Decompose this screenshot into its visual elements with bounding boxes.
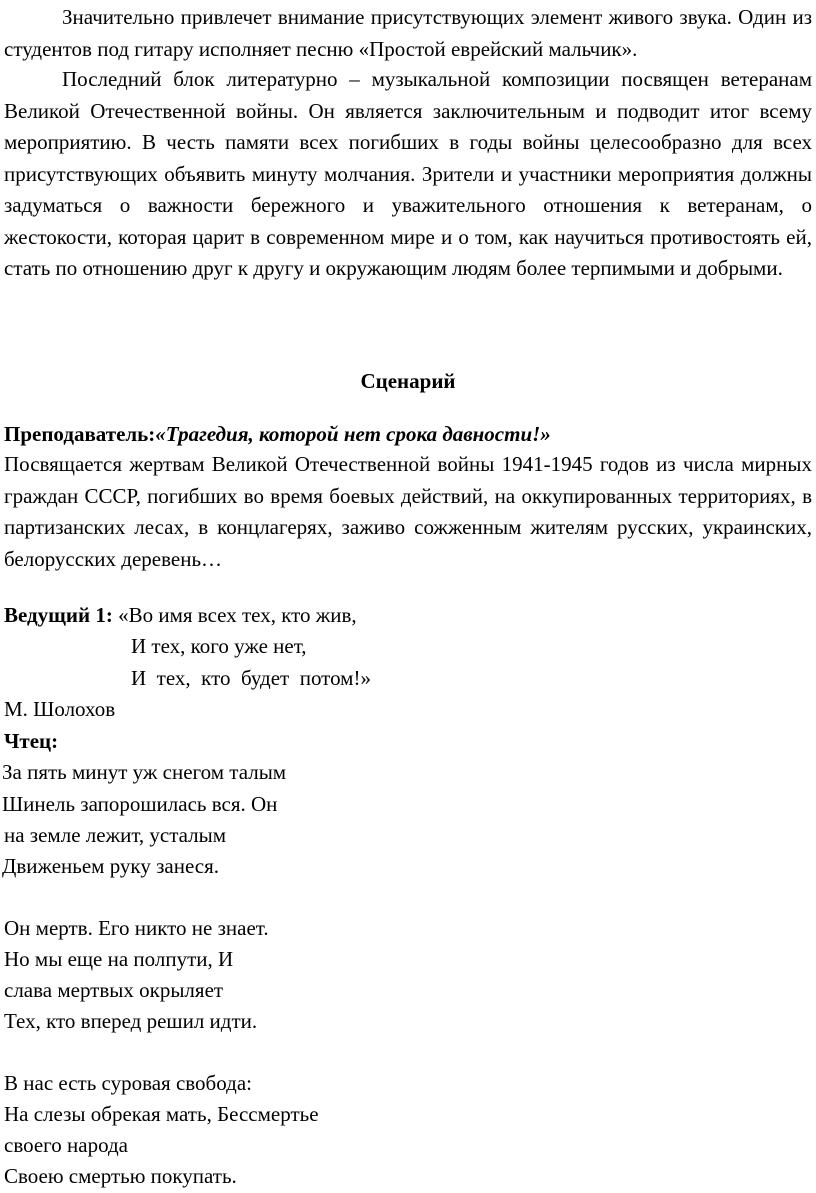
poem-line: На слезы обрекая мать, Бессмертье <box>4 1102 319 1126</box>
intro-paragraph-1: Значительно привлечет внимание присутствующих элемент живого звука. Один из студентов под гитару исполняет песню «Простой еврейский мальчик». <box>4 5 812 61</box>
poem-line: Но мы еще на полпути, И <box>4 947 234 971</box>
poem-line: За пять минут уж снегом талым <box>2 760 287 784</box>
dedication-paragraph: Посвящается жертвам Великой Отечественной войны 1941-1945 годов из числа мирных граждан СССР, погибших во время боевых действий, на оккупированных территориях, в партизанских лесах, в концлагерях, заживо сожженным жителям русских, украинских, белорусских деревень… <box>4 452 812 571</box>
reader-label: Чтец: <box>4 729 59 753</box>
teacher-quote: «Трагедия, которой нет срока давности!» <box>155 422 551 446</box>
poem-line: Шинель запорошилась вся. Он <box>2 792 278 816</box>
host1-line-1 <box>4 600 357 632</box>
host1-verse-3: И тех, кто будет потом!» <box>131 666 371 690</box>
poem-line: на земле лежит, усталым <box>4 823 227 847</box>
teacher-label: Преподаватель: <box>4 422 156 446</box>
poem-line: Он мертв. Его никто не знает. <box>4 916 269 940</box>
poem-line: Своею смертью покупать. <box>4 1164 237 1188</box>
host1-verse-2: И тех, кого уже нет, <box>131 634 307 658</box>
intro-paragraph-2: Последний блок литературно – музыкальной композиции посвящен ветеранам Великой Отечественной войны. Он является заключительным и подводит итог всему мероприятию. В честь памяти всех погибших в годы войны целесообразно для всех присутствующих объявить минуту молчания. Зрители и участники мероприятия должны задуматься о важности бережного и уважительного отношения к ветеранам, о жестокости, которая царит в современном мире и о том, как научиться противостоять ей, стать по отношению друг к другу и окружающим людям более терпимыми и добрыми. <box>4 67 812 280</box>
teacher-line <box>4 419 551 451</box>
scenario-title: Сценарий <box>360 369 456 393</box>
host1-label: Ведущий 1: <box>4 603 113 627</box>
poem-line: Тех, кто вперед решил идти. <box>4 1009 258 1033</box>
host1-author: М. Шолохов <box>4 697 116 721</box>
poem-line: В нас есть суровая свобода: <box>4 1071 252 1095</box>
host1-verse-1: «Во имя всех тех, кто жив, <box>118 603 357 627</box>
poem-line: слава мертвых окрыляет <box>4 978 224 1002</box>
poem-line: своего народа <box>4 1133 128 1157</box>
poem-line: Движеньем руку занеся. <box>2 854 220 878</box>
